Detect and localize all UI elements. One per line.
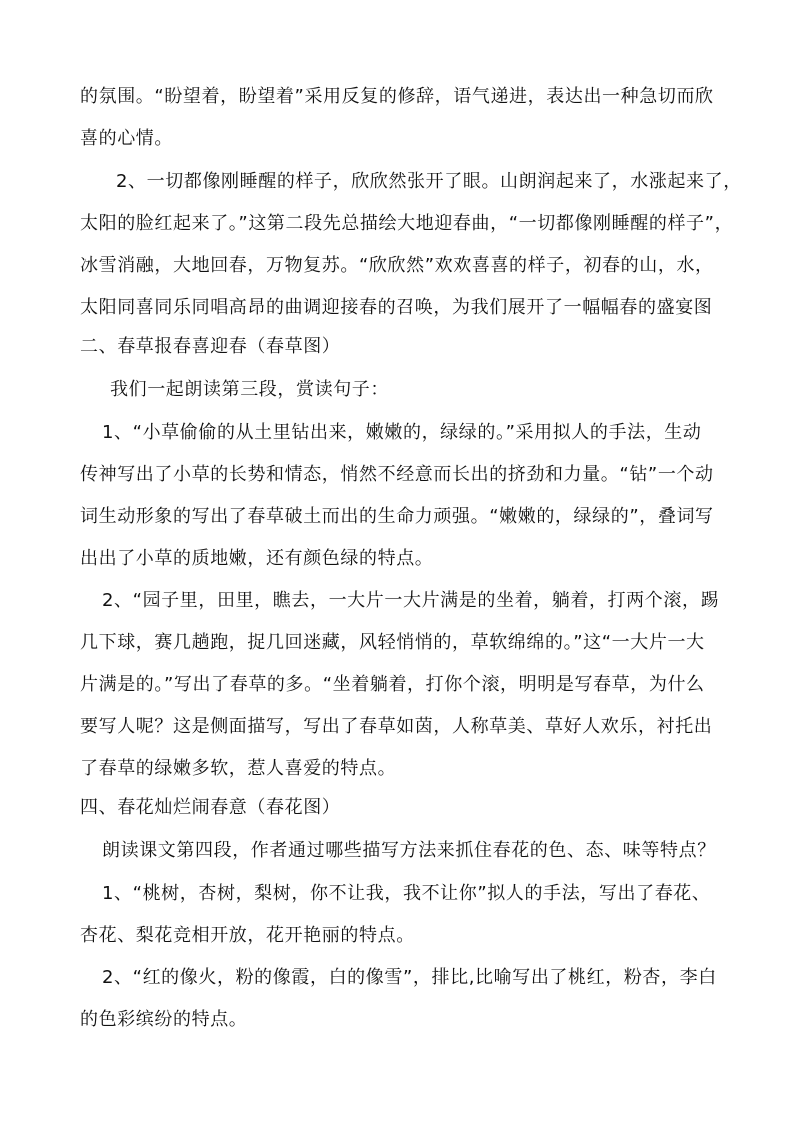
text-line: 2、一切都像刚睡醒的样子，欣欣然张开了眼。山朗润起来了，水涨起来了， xyxy=(116,171,742,192)
text-line: 几下球，赛几趟跑，捉几回迷藏，风轻悄悄的，草软绵绵的。”这“一大片一大 xyxy=(80,632,705,653)
text-line: 太阳同喜同乐同唱高昂的曲调迎接春的召唤，为我们展开了一幅幅春的盛宴图 xyxy=(80,297,713,318)
text-line: 喜的心情。 xyxy=(80,128,173,149)
text-line: 传神写出了小草的长势和情态，悄然不经意而长出的挤劲和力量。“钻”一个动 xyxy=(80,464,714,485)
text-line: 出出了小草的质地嫩，还有颜色绿的特点。 xyxy=(80,548,434,569)
section-heading-spring-grass: 二、春草报春喜迎春（春草图） xyxy=(80,336,341,357)
text-line: 的色彩缤纷的特点。 xyxy=(80,1009,248,1030)
text-line: 我们一起朗读第三段，赏读句子： xyxy=(110,379,389,400)
text-line: 朗读课文第四段，作者通过哪些描写方法来抓住春花的色、态、味等特点？ xyxy=(102,840,716,861)
text-line: 词生动形象的写出了春草破土而出的生命力顽强。“嫩嫩的，绿绿的”，叠词写 xyxy=(80,506,714,527)
text-line: 要写人呢？这是侧面描写，写出了春草如茵，人称草美、草好人欢乐，衬托出 xyxy=(80,716,713,737)
text-line: 1、“小草偷偷的从土里钻出来，嫩嫩的，绿绿的。”采用拟人的手法，生动 xyxy=(102,422,702,443)
text-line: 2、“红的像火，粉的像霞，白的像雪”，排比,比喻写出了桃红，粉杏，李白 xyxy=(102,967,717,988)
text-line: 2、“园子里，田里，瞧去，一大片一大片满是的坐着，躺着，打两个滚，踢 xyxy=(102,590,720,611)
text-line: 的氛围。“盼望着，盼望着”采用反复的修辞，语气递进，表达出一种急切而欣 xyxy=(80,86,714,107)
text-line: 了春草的绿嫩多软，惹人喜爱的特点。 xyxy=(80,758,397,779)
section-heading-spring-flowers: 四、春花灿烂闹春意（春花图） xyxy=(80,797,341,818)
text-line: 1、“桃树，杏树，梨树，你不让我，我不让你”拟人的手法，写出了春花、 xyxy=(102,883,711,904)
text-line: 太阳的脸红起来了。”这第二段先总描绘大地迎春曲，“一切都像刚睡醒的样子”， xyxy=(80,213,734,234)
text-line: 片满是的。”写出了春草的多。“坐着躺着，打你个滚，明明是写春草，为什么 xyxy=(80,674,705,695)
text-line: 杏花、梨花竞相开放，花开艳丽的特点。 xyxy=(80,925,415,946)
text-line: 冰雪消融，大地回春，万物复苏。“欣欣然”欢欢喜喜的样子，初春的山，水， xyxy=(80,255,714,276)
